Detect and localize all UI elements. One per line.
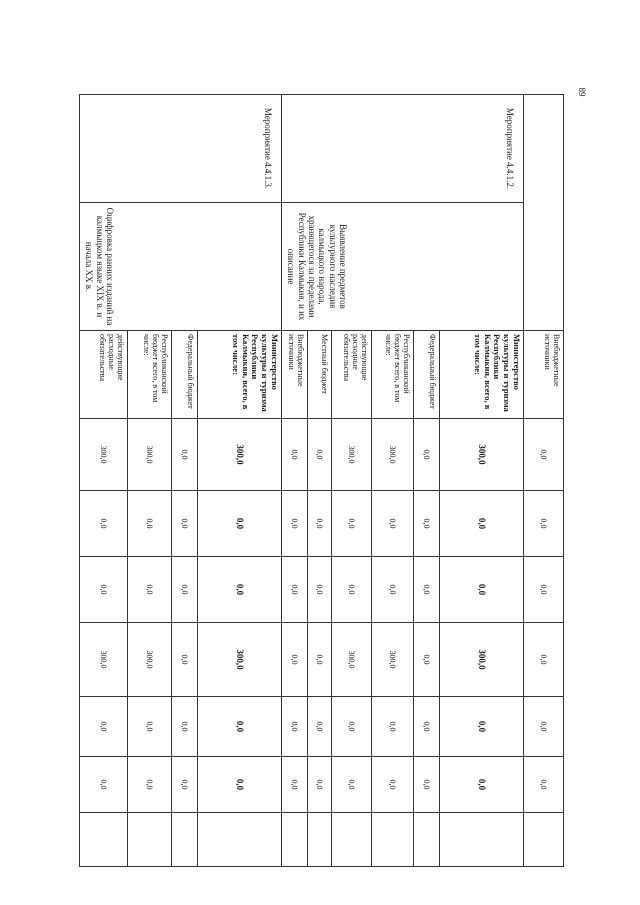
value-cell: 0,0 [524, 623, 564, 697]
value-cell: 0,0 [198, 557, 282, 623]
value-cell: 0,0 [414, 757, 440, 813]
measure-code-cell: Мероприятие 4.4.1.2. [282, 95, 524, 203]
value-cell: 0,0 [372, 757, 414, 813]
value-cell: 300,0 [80, 623, 128, 697]
table-row [524, 95, 564, 867]
value-cell: 0,0 [372, 557, 414, 623]
value-cell: 0,0 [128, 697, 172, 757]
value-cell: 300,0 [332, 419, 372, 491]
value-cell: 300,0 [372, 419, 414, 491]
value-cell: 0,0 [332, 557, 372, 623]
value-cell: 0,0 [282, 757, 308, 813]
source-cell: Внебюджетные источники [282, 331, 308, 419]
value-cell: 0,0 [128, 491, 172, 557]
value-cell: 0,0 [308, 757, 332, 813]
value-cell: 0,0 [414, 697, 440, 757]
value-cell: 0,0 [414, 419, 440, 491]
value-cell: 0,0 [332, 697, 372, 757]
empty-cell [80, 813, 128, 867]
value-cell: 0,0 [308, 491, 332, 557]
value-cell: 0,0 [172, 757, 198, 813]
page-number: 89 [577, 87, 587, 97]
value-cell: 0,0 [172, 623, 198, 697]
value-cell: 0,0 [282, 557, 308, 623]
value-cell: 0,0 [198, 491, 282, 557]
source-cell: Федеральный бюджет [414, 331, 440, 419]
value-cell: 0,0 [440, 557, 524, 623]
source-cell: Местный бюджет [308, 331, 332, 419]
value-cell: 300,0 [198, 623, 282, 697]
value-cell: 0,0 [308, 623, 332, 697]
empty-cell [282, 813, 308, 867]
empty-cell [414, 813, 440, 867]
table-row [198, 95, 282, 867]
empty-cell [524, 813, 564, 867]
value-cell: 0,0 [128, 757, 172, 813]
value-cell: 0,0 [80, 697, 128, 757]
value-cell: 0,0 [440, 697, 524, 757]
empty-cell [440, 813, 524, 867]
empty-cell [332, 813, 372, 867]
value-cell: 0,0 [440, 491, 524, 557]
value-cell: 0,0 [414, 557, 440, 623]
value-cell: 300,0 [372, 623, 414, 697]
source-cell: Министерство культуры и туризма Республики Калмыкия, всего, в том числе: [440, 331, 524, 419]
source-cell: Министерство культуры и туризма Республики Калмыкия, всего, в том числе: [198, 331, 282, 419]
measure-name-cell: Выявление предметов культурного наследия калмыцкого народа, хранящегося за пределами Республики Калмыкия, и их описание [282, 203, 524, 331]
value-cell: 0,0 [172, 419, 198, 491]
value-cell: 0,0 [282, 419, 308, 491]
value-cell: 0,0 [282, 491, 308, 557]
budget-table-sheet [80, 94, 564, 866]
table-row [440, 95, 524, 867]
value-cell: 0,0 [172, 697, 198, 757]
budget-table [79, 94, 564, 867]
value-cell: 0,0 [332, 757, 372, 813]
value-cell: 0,0 [440, 757, 524, 813]
value-cell: 0,0 [80, 757, 128, 813]
value-cell: 0,0 [282, 697, 308, 757]
value-cell: 0,0 [308, 557, 332, 623]
source-cell: Федеральный бюджет [172, 331, 198, 419]
value-cell: 0,0 [198, 757, 282, 813]
value-cell: 0,0 [282, 623, 308, 697]
value-cell: 300,0 [80, 419, 128, 491]
value-cell: 0,0 [524, 757, 564, 813]
value-cell: 0,0 [372, 697, 414, 757]
value-cell: 0,0 [198, 697, 282, 757]
source-cell: действующие расходные обязательства [332, 331, 372, 419]
value-cell: 0,0 [308, 419, 332, 491]
value-cell: 300,0 [440, 419, 524, 491]
value-cell: 300,0 [198, 419, 282, 491]
value-cell: 0,0 [128, 557, 172, 623]
value-cell: 0,0 [524, 491, 564, 557]
value-cell: 300,0 [128, 623, 172, 697]
value-cell: 0,0 [524, 419, 564, 491]
value-cell: 300,0 [128, 419, 172, 491]
empty-cell [128, 813, 172, 867]
empty-cell [198, 813, 282, 867]
measure-name-cell: Оцифровка ранних изданий на калмыцком языке XIX в. и начала XX в. [80, 203, 282, 331]
source-cell: Республиканский бюджет всего, в том числе: [372, 331, 414, 419]
measure-code-cell: Мероприятие 4.4.1.3. [80, 95, 282, 203]
empty-cell [172, 813, 198, 867]
value-cell: 0,0 [80, 557, 128, 623]
value-cell: 0,0 [332, 491, 372, 557]
source-cell: Республиканский бюджет всего, в том числе: [128, 331, 172, 419]
value-cell: 0,0 [308, 697, 332, 757]
value-cell: 0,0 [524, 557, 564, 623]
value-cell: 0,0 [172, 491, 198, 557]
empty-cell [308, 813, 332, 867]
value-cell: 0,0 [414, 491, 440, 557]
value-cell: 0,0 [80, 491, 128, 557]
source-cell: действующие расходные обязательства [80, 331, 128, 419]
source-cell: Внебюджетные источники [524, 331, 564, 419]
value-cell: 0,0 [524, 697, 564, 757]
value-cell: 0,0 [372, 491, 414, 557]
value-cell: 0,0 [414, 623, 440, 697]
empty-cell [372, 813, 414, 867]
value-cell: 300,0 [332, 623, 372, 697]
value-cell: 300,0 [440, 623, 524, 697]
value-cell: 0,0 [172, 557, 198, 623]
empty-cell [524, 95, 564, 331]
